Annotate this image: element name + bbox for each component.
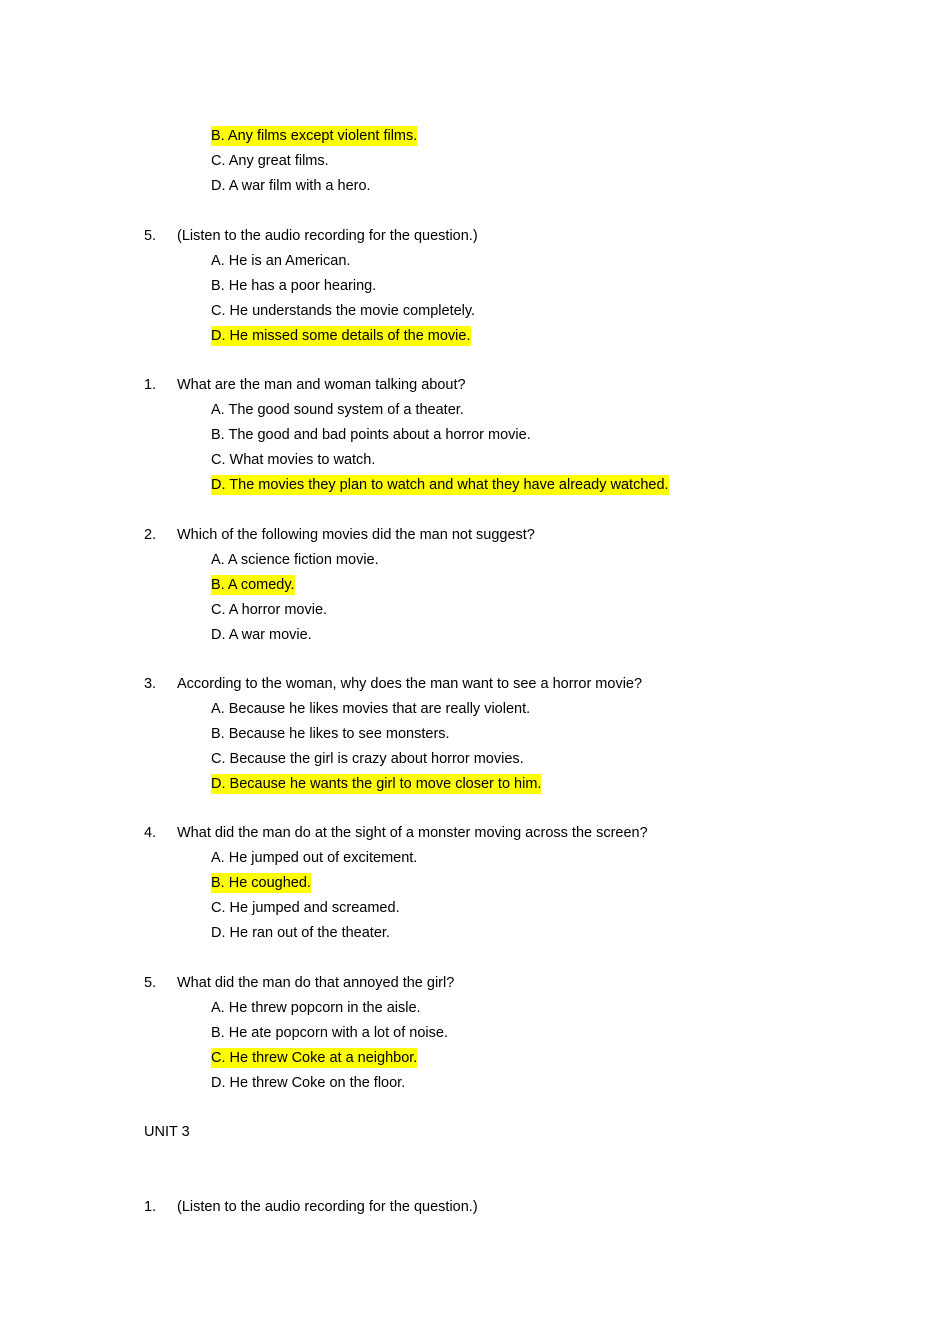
option-line [211,846,417,871]
option-text-highlighted: D. Because he wants the girl to move closer to him. [211,776,542,792]
option-line [211,274,376,299]
unit-heading: UNIT 3 [144,1124,190,1140]
option-text: A. He jumped out of excitement. [211,850,418,866]
question-text: (Listen to the audio recording for the question.) [177,1199,478,1215]
option-text: B. Because he likes to see monsters. [211,726,450,742]
option-line [211,573,295,598]
option-text: B. He ate popcorn with a lot of noise. [211,1025,448,1041]
option-line [211,548,379,573]
option-line [211,1071,405,1096]
option-line [211,249,350,274]
option-text-highlighted: B. Any films except violent films. [211,128,418,144]
option-line [211,124,417,149]
option-line [211,697,530,722]
option-line [211,996,421,1021]
option-line [211,174,371,199]
question-number: 3. [144,676,157,692]
option-line [211,1046,417,1071]
question-number: 1. [144,377,157,393]
option-line [211,598,327,623]
question-text: According to the woman, why does the man want to see a horror movie? [177,676,643,692]
option-text-highlighted: B. He coughed. [211,875,311,891]
option-line [211,896,400,921]
question-number: 4. [144,825,157,841]
option-text: C. A horror movie. [211,602,328,618]
question-text: Which of the following movies did the man not suggest? [177,527,535,543]
option-text: C. What movies to watch. [211,452,376,468]
option-text: C. He understands the movie completely. [211,303,476,319]
question-number: 2. [144,527,157,543]
option-text: C. Any great films. [211,153,329,169]
option-line [211,722,450,747]
option-text: A. He is an American. [211,253,351,269]
option-line [211,299,475,324]
option-line [211,871,311,896]
question-number: 1. [144,1199,157,1215]
option-text: D. A war movie. [211,627,312,643]
option-line [211,772,541,797]
option-text-highlighted: B. A comedy. [211,577,295,593]
option-text: A. The good sound system of a theater. [211,402,464,418]
question-text: What did the man do that annoyed the girl? [177,975,455,991]
option-text-highlighted: C. He threw Coke at a neighbor. [211,1050,418,1066]
option-line [211,1021,448,1046]
question-text: (Listen to the audio recording for the question.) [177,228,478,244]
option-line [211,623,312,648]
option-line [211,324,471,349]
question-text: What did the man do at the sight of a monster moving across the screen? [177,825,648,841]
option-line [211,473,669,498]
option-text: A. A science fiction movie. [211,552,379,568]
option-line [211,921,390,946]
option-text: A. Because he likes movies that are really violent. [211,701,531,717]
option-text: B. He has a poor hearing. [211,278,377,294]
option-text: D. A war film with a hero. [211,178,371,194]
option-text: B. The good and bad points about a horror movie. [211,427,531,443]
question-number: 5. [144,228,157,244]
question-text: What are the man and woman talking about? [177,377,466,393]
option-text-highlighted: D. The movies they plan to watch and what they have already watched. [211,477,669,493]
option-line [211,423,531,448]
option-text-highlighted: D. He missed some details of the movie. [211,328,471,344]
option-text: A. He threw popcorn in the aisle. [211,1000,421,1016]
question-number: 5. [144,975,157,991]
option-text: C. Because the girl is crazy about horror movies. [211,751,524,767]
option-line [211,398,464,423]
option-text: D. He threw Coke on the floor. [211,1075,406,1091]
option-line [211,747,524,772]
option-text: C. He jumped and screamed. [211,900,400,916]
option-line [211,448,375,473]
option-text: D. He ran out of the theater. [211,925,390,941]
option-line [211,149,329,174]
